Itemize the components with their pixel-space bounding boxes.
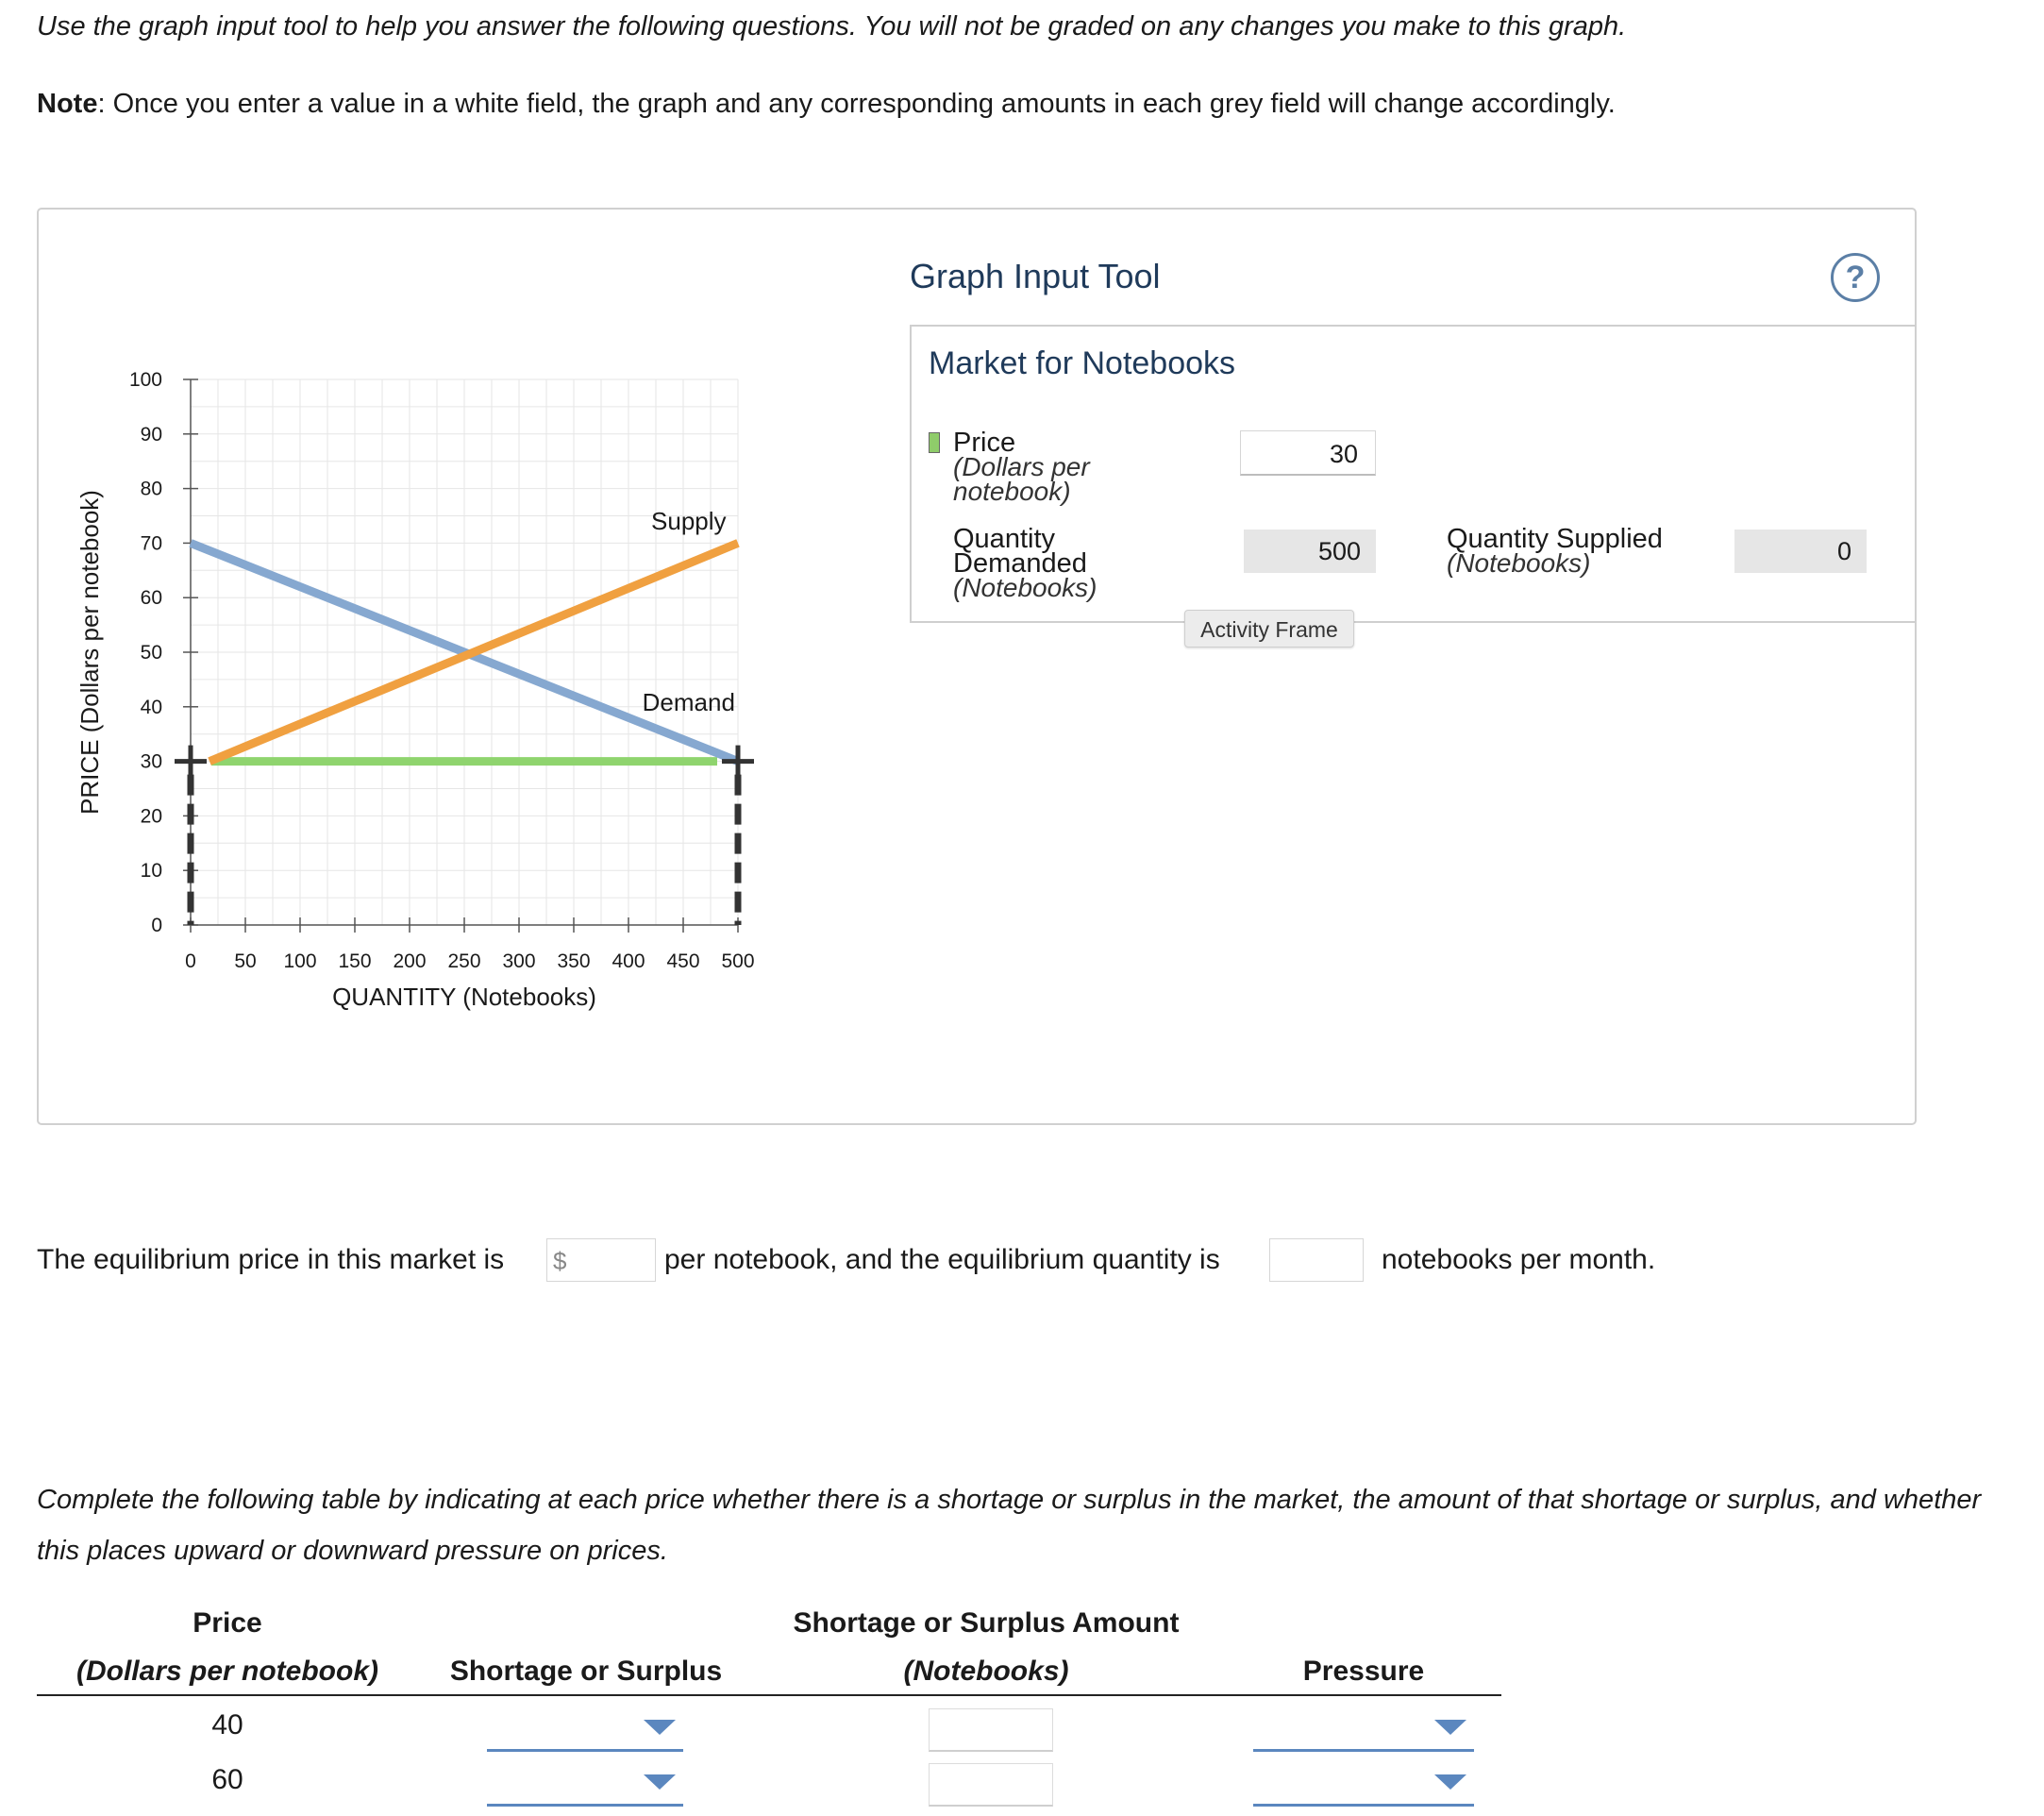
note-text: [37, 85, 1616, 123]
price-unit-line1: (Dollars per: [953, 452, 1090, 481]
equilibrium-text-3: notebooks per month.: [1382, 1244, 1656, 1275]
x-tick-label: 350: [557, 950, 591, 972]
col-header-price-unit: (Dollars per notebook): [75, 1656, 379, 1687]
equilibrium-text-1: The equilibrium price in this market is: [37, 1244, 505, 1275]
x-tick-label: 50: [234, 950, 257, 972]
equilibrium-quantity-input[interactable]: [1269, 1238, 1364, 1282]
y-tick-label: 30: [140, 750, 162, 773]
shortage-amount-input[interactable]: [929, 1763, 1053, 1807]
y-tick-label: 0: [151, 915, 162, 936]
col-header-amount-unit: (Notebooks): [903, 1656, 1069, 1687]
dropdown-arrow-icon: [1434, 1774, 1466, 1790]
chart-labels: [75, 490, 735, 1011]
x-tick-label: 300: [502, 950, 536, 972]
price-unit-line2: notebook): [953, 477, 1071, 506]
x-tick-label: 500: [721, 950, 755, 972]
help-icon[interactable]: ?: [1831, 253, 1880, 302]
y-tick-label: 100: [128, 369, 162, 391]
dropdown-arrow-icon: [644, 1720, 676, 1735]
supply-demand-chart[interactable]: [66, 359, 783, 1038]
qd-unit: (Notebooks): [953, 573, 1097, 602]
x-tick-label: 450: [666, 950, 700, 972]
qs-label: Quantity Supplied: [1447, 524, 1663, 554]
qd-label-line2: Demanded: [953, 548, 1087, 579]
pressure-dropdown[interactable]: [1253, 1708, 1474, 1752]
x-axis-title: QUANTITY (Notebooks): [332, 983, 596, 1011]
x-tick-label: 100: [283, 950, 317, 972]
demand-label: Demand: [642, 687, 735, 716]
table-instructions: Complete the following table by indicating at each price whether there is a shortage or surplus in the market, the amount of that shortage or surplus, and whether this places upward or downward pressure on prices.: [37, 1485, 1982, 1566]
quantity-demanded-value: 500: [1244, 530, 1376, 573]
market-title: Market for Notebooks: [929, 345, 1236, 381]
y-tick-label: 40: [140, 696, 162, 718]
activity-frame-button[interactable]: Activity Frame: [1184, 610, 1354, 647]
quantity-supplied-value: 0: [1734, 530, 1867, 573]
y-tick-label: 90: [140, 423, 162, 446]
note-label: Note: [37, 89, 98, 119]
x-tick-label: 150: [338, 950, 372, 972]
price-label: Price: [953, 428, 1016, 458]
shortage-or-surplus-dropdown[interactable]: [487, 1763, 683, 1807]
y-tick-label: 20: [140, 805, 162, 828]
x-tick-label: 0: [185, 950, 196, 972]
col-header-price: Price: [193, 1607, 262, 1639]
pressure-dropdown[interactable]: [1253, 1763, 1474, 1807]
qd-label-line1: Quantity: [953, 524, 1055, 554]
x-tick-label: 200: [393, 950, 427, 972]
dropdown-arrow-icon: [644, 1774, 676, 1790]
dollar-sign: $: [553, 1247, 567, 1275]
supply-label: Supply: [651, 506, 727, 535]
equilibrium-price-input[interactable]: [546, 1238, 656, 1282]
graph-input-tool-title: Graph Input Tool: [910, 257, 1161, 295]
y-axis-title: PRICE (Dollars per notebook): [75, 490, 104, 815]
row-price: 40: [211, 1709, 243, 1740]
y-tick-label: 50: [140, 642, 162, 664]
price-input[interactable]: 30: [1240, 430, 1376, 476]
y-tick-label: 10: [140, 860, 162, 883]
qs-unit: (Notebooks): [1447, 548, 1591, 578]
note-body: : Once you enter a value in a white field, the graph and any corresponding amounts in each grey field will change accordingly.: [97, 89, 1616, 119]
y-tick-label: 80: [140, 478, 162, 500]
x-tick-label: 400: [612, 950, 645, 972]
chart-ticks: [129, 369, 755, 972]
y-tick-label: 60: [140, 587, 162, 610]
shortage-amount-input[interactable]: [929, 1708, 1053, 1752]
col-header-pressure: Pressure: [1302, 1656, 1425, 1687]
table-header-rule: [37, 1694, 1501, 1696]
shortage-or-surplus-dropdown[interactable]: [487, 1708, 683, 1752]
y-tick-label: 70: [140, 532, 162, 555]
col-header-amount: Shortage or Surplus Amount: [793, 1607, 1180, 1639]
dropdown-arrow-icon: [1434, 1720, 1466, 1735]
price-legend-swatch: [929, 432, 940, 453]
col-header-shortage: Shortage or Surplus: [449, 1656, 723, 1687]
equilibrium-text-2: per notebook, and the equilibrium quantity is: [664, 1244, 1220, 1275]
instructions-text: Use the graph input tool to help you answer the following questions. You will not be graded on any changes you make to this graph.: [37, 11, 1627, 42]
row-price: 60: [211, 1764, 243, 1795]
x-tick-label: 250: [447, 950, 481, 972]
